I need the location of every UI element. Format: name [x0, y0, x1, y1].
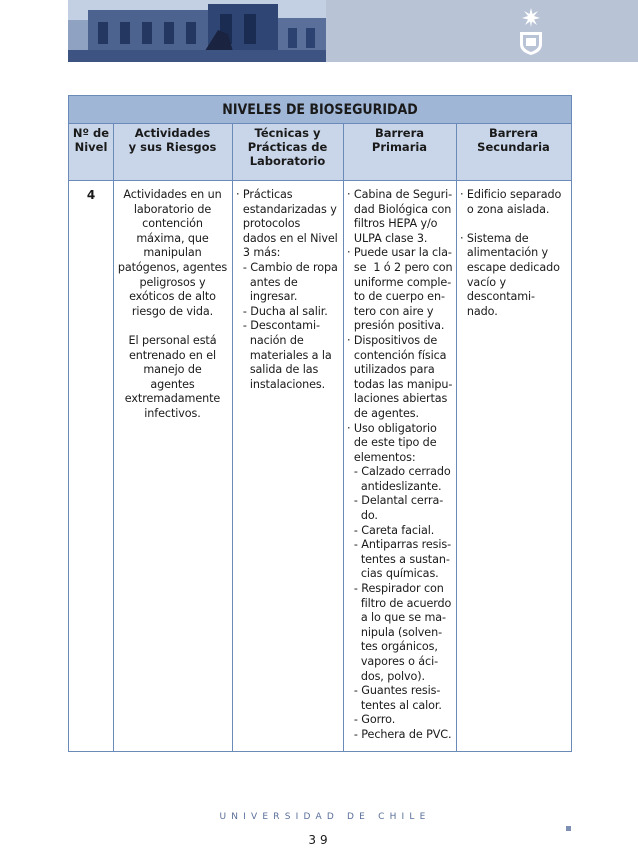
column-divider	[456, 124, 457, 751]
cell-line: - Pechera de PVC.	[347, 727, 452, 741]
cell-line: ULPA clase 3.	[347, 231, 428, 245]
cell-line: contención	[142, 217, 203, 231]
cell-line: - Descontami-	[236, 319, 320, 333]
cell-line: descontami-	[460, 290, 535, 304]
cell-line: entrenado en el	[128, 348, 217, 362]
table-title: NIVELES DE BIOSEGURIDAD	[222, 102, 418, 118]
cell-line: dad Biológica con	[347, 202, 452, 216]
cell-line: peligrosos y	[139, 275, 206, 289]
cell-line: antideslizante.	[347, 479, 442, 493]
cell-line: utilizados para	[347, 363, 435, 377]
cell-line: manipulan	[143, 246, 202, 260]
cell-line: vapores o áci-	[347, 655, 439, 668]
cell-line: tero con aire y	[347, 304, 434, 318]
cell-line: vacío y	[460, 275, 506, 289]
cell-line: alimentación y	[460, 246, 549, 260]
cell-line: dos, polvo).	[347, 669, 425, 683]
cell-line: · Edificio separado	[460, 188, 562, 201]
cell-line: nado.	[460, 304, 498, 318]
cell-line: nipula (solven-	[347, 625, 443, 639]
cell-line: · Puede usar la cla-	[347, 246, 452, 260]
university-crest-icon	[516, 6, 546, 56]
table-title-bar	[69, 96, 571, 124]
header-band	[0, 0, 638, 62]
header-level: Nº de Nivel	[72, 126, 110, 154]
header-practices: Técnicas y Prácticas de Laboratorio	[247, 126, 328, 168]
cell-line: salida de las	[236, 363, 319, 377]
cell-line: · Sistema de	[460, 231, 529, 245]
cell-line: do.	[347, 509, 378, 523]
cell-line: escape dedicado	[460, 260, 560, 274]
column-divider	[113, 124, 114, 751]
cell-line: filtros HEPA y/o	[347, 217, 438, 231]
cell-line: todas las manipu-	[347, 377, 453, 391]
cell-line: manejo de	[143, 363, 202, 377]
secondary-barrier-cell	[460, 188, 570, 319]
cell-line: antes de	[236, 275, 298, 289]
cell-line: laciones abiertas	[347, 392, 448, 406]
cell-line: - Ducha al salir.	[236, 304, 328, 318]
cell-line	[115, 319, 230, 334]
cell-line: agentes	[150, 377, 195, 391]
cell-line: patógenos, agentes	[117, 260, 228, 274]
cell-line: ingresar.	[236, 290, 298, 304]
cell-line: uniforme comple-	[347, 275, 452, 289]
cell-line: a lo que se ma-	[347, 611, 446, 625]
practices-cell	[236, 188, 342, 392]
cell-line	[460, 217, 570, 232]
cell-line: - Cambio de ropa	[236, 260, 338, 274]
cell-line: 3 más:	[236, 246, 281, 260]
cell-line: máxima, que	[136, 231, 209, 245]
header-divider	[69, 180, 571, 181]
level-number: 4	[86, 188, 96, 202]
header-primary-barrier: Barrera Primaria	[371, 126, 428, 154]
cell-line: · Prácticas	[236, 188, 293, 201]
cell-line: exóticos de alto	[129, 290, 216, 304]
cell-line: filtro de acuerdo	[347, 596, 452, 610]
cell-line: · Uso obligatorio	[347, 421, 437, 435]
cell-line: se 1 ó 2 pero con	[347, 260, 453, 274]
cell-line: - Guantes resis-	[347, 684, 441, 698]
cell-line: Actividades en un	[123, 188, 222, 201]
column-divider	[232, 124, 233, 751]
cell-line: - Calzado cerrado	[347, 465, 451, 479]
building-photo	[68, 0, 326, 62]
cell-line: tes orgánicos,	[347, 640, 438, 654]
cell-line: elementos:	[347, 450, 416, 464]
cell-line: - Delantal cerra-	[347, 494, 444, 508]
cell-line: materiales a la	[236, 348, 332, 362]
cell-line: - Careta facial.	[347, 523, 435, 537]
cell-line: o zona aislada.	[460, 202, 550, 216]
cell-line: riesgo de vida.	[131, 304, 214, 318]
cell-line: - Respirador con	[347, 582, 444, 596]
cell-line: presión positiva.	[347, 319, 445, 333]
corner-mark	[566, 826, 571, 831]
cell-line: estandarizadas y	[236, 202, 337, 216]
cell-line: de este tipo de	[347, 436, 437, 450]
cell-line: extremadamente	[124, 392, 221, 406]
cell-line: dados en el Nivel	[236, 231, 338, 245]
cell-line: instalaciones.	[236, 377, 326, 391]
cell-line: laboratorio de	[133, 202, 212, 216]
cell-line: protocolos	[236, 217, 301, 231]
page-number: 39	[308, 833, 332, 847]
cell-line: contención física	[347, 348, 447, 362]
cell-line: de agentes.	[347, 406, 419, 420]
header-secondary-barrier: Barrera Secundaria	[477, 126, 550, 154]
cell-line: cias químicas.	[347, 567, 439, 581]
cell-line: - Antiparras resis-	[347, 538, 452, 552]
cell-line: · Cabina de Seguri-	[347, 188, 453, 201]
cell-line: - Gorro.	[347, 713, 396, 727]
activities-cell	[115, 188, 230, 422]
cell-line: · Dispositivos de	[347, 333, 438, 347]
header-activities: Actividades y sus Riesgos	[128, 126, 217, 154]
cell-line: nación de	[236, 333, 304, 347]
biosafety-table	[68, 95, 572, 752]
cell-line: to de cuerpo en-	[347, 290, 445, 304]
cell-line: El personal está	[128, 333, 217, 347]
university-name: UNIVERSIDAD DE CHILE	[219, 812, 431, 822]
cell-line: tentes a sustan-	[347, 552, 450, 566]
column-divider	[343, 124, 344, 751]
primary-barrier-cell	[347, 188, 455, 743]
cell-line: infectivos.	[144, 406, 201, 420]
cell-line: tentes al calor.	[347, 698, 442, 712]
